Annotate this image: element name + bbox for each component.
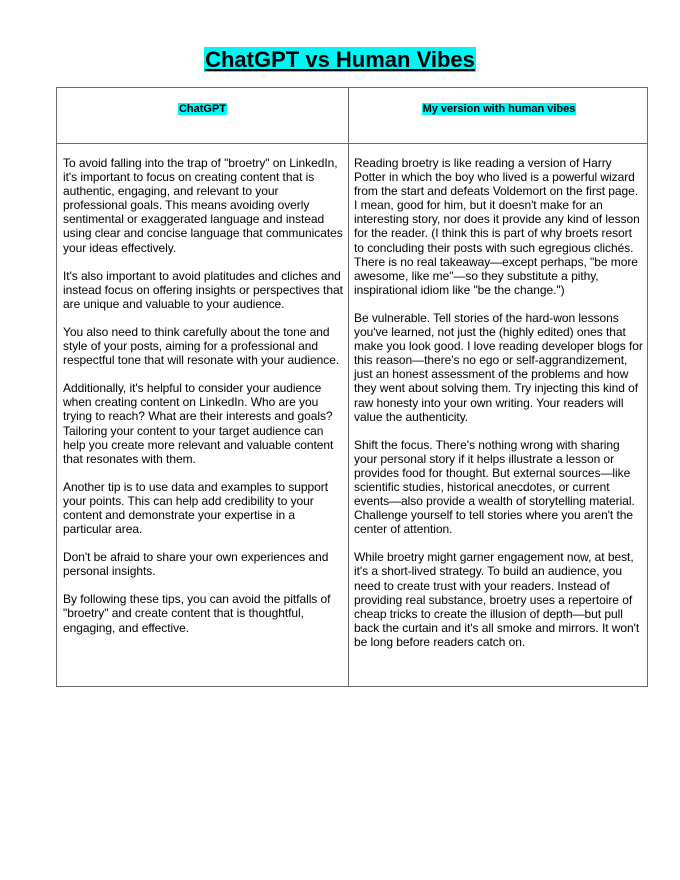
human-paragraph: Be vulnerable. Tell stories of the hard-won lessons you've learned, not just the (highly edited) ones that make you look good. I love reading developer blogs for this reason—there's no ego or self-aggrandizement, just an honest assessment of the problems and how they went about solving them. Try injecting this kind of raw honesty into your own writing. Your readers will value the authenticity. — [354, 310, 643, 424]
chatgpt-paragraph: Don't be afraid to share your own experiences and personal insights. — [63, 550, 329, 579]
human-column-header — [349, 102, 649, 116]
human-paragraph: While broetry might garner engagement now, at best, it's a short-lived strategy. To build an audience, you need to create trust with your readers. Instead of providing real substance, broetry uses a repertoire of cheap tricks to create the illusion of depth—but pull back the curtain and it's all smoke and mirrors. It won't be long before readers catch on. — [354, 550, 640, 649]
chatgpt-paragraph: You also need to think carefully about the tone and style of your posts, aiming for a professional and respectful tone that will resonate with your audience. — [63, 324, 340, 368]
human-column — [354, 156, 644, 663]
column-divider — [348, 88, 349, 686]
human-paragraph: Shift the focus. There's nothing wrong with sharing your personal story if it helps illustrate a lesson or provides food for thought. But external sources—like scientific studies, historical anecdotes, or current events—also provide a wealth of storytelling material. Challenge yourself to tell stories where you aren't the center of attention. — [354, 437, 635, 537]
page-title-text: ChatGPT vs Human Vibes — [205, 47, 475, 72]
chatgpt-header-label: ChatGPT — [178, 103, 227, 115]
chatgpt-column-header — [57, 102, 348, 116]
chatgpt-paragraph: To avoid falling into the trap of "broetry" on LinkedIn, it's important to focus on creating content that is authentic, engaging, and relevant to your professional goals. This means avoiding overly sentimental or exaggerated language and instead using clear and concise language that communicates your ideas effectively. — [63, 156, 343, 255]
chatgpt-column — [63, 156, 344, 649]
chatgpt-paragraph: By following these tips, you can avoid the pitfalls of "broetry" and create content that is thoughtful, engaging, and effective. — [63, 592, 331, 635]
human-paragraph: Reading broetry is like reading a version of Harry Potter in which the boy who lived is a powerful wizard from the start and defeats Voldemort on the first page. I mean, good for him, but it doesn't make for an interesting story, nor does it provide any kind of lesson for the reader. (I think this is part of why broets resort to concluding their posts with such egregious clichés. There is no real takeaway—except perhaps, "be more awesome, like me"—so they substitute a pithy, inspirational idiom like "be the change.") — [354, 156, 640, 297]
comparison-table — [56, 87, 648, 687]
chatgpt-paragraph: Additionally, it's helpful to consider your audience when creating content on LinkedIn. Who are you trying to reach? What are their interests and goals? Tailoring your content to your target audience can help you create more relevant and valuable content that resonates with them. — [63, 381, 334, 466]
human-header-label: My version with human vibes — [422, 103, 576, 115]
page-title — [0, 46, 680, 74]
chatgpt-paragraph: Another tip is to use data and examples to support your points. This can help add credibility to your content and demonstrate your expertise in a particular area. — [63, 479, 328, 537]
header-divider — [57, 143, 647, 144]
chatgpt-paragraph: It's also important to avoid platitudes and cliches and instead focus on offering insights or perspectives that are unique and valuable to your audience. — [63, 268, 343, 311]
